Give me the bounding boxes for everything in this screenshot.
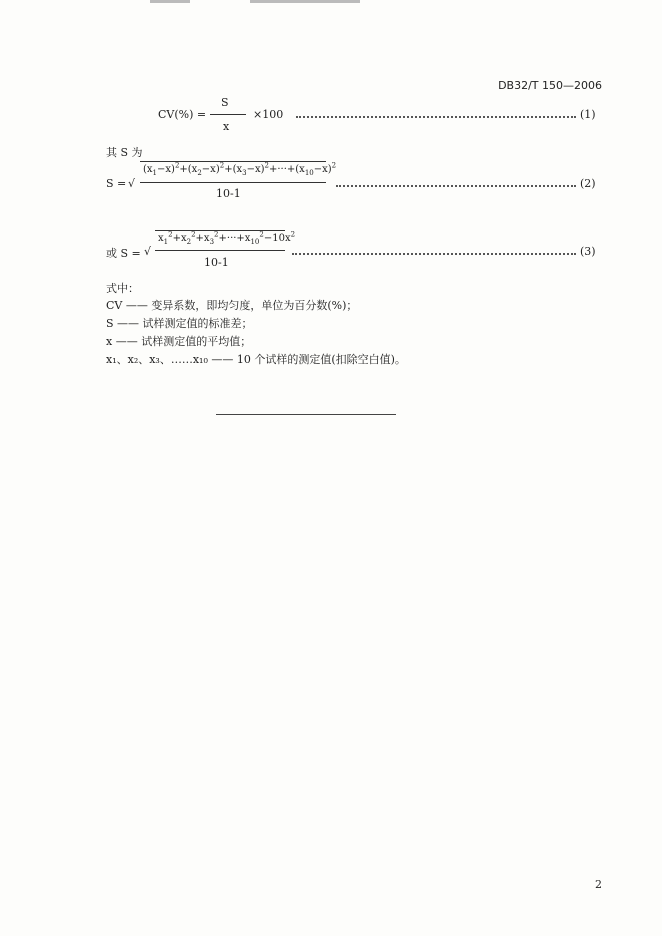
eq2-numerator: $(x_1-x)^2+(x_2-x)^2+(x_3-x)^2+\cdot\cdot\cdot+(x_{10}-x)^2$ — [143, 161, 337, 177]
eq3-sqrt-sign: √ — [144, 245, 152, 258]
eq2-fraction-bar — [140, 182, 326, 183]
eq2-lhs: S = — [106, 177, 127, 190]
eq1-numerator: S — [221, 96, 229, 109]
eq1-multiplier: ×100 — [253, 108, 284, 121]
eq3-numerator: $x_1^2+x_2^2+x_3^2+\cdot\cdot\cdot+x_{10}^2-10x^2$ — [158, 230, 296, 246]
legend-intro: 式中： — [106, 282, 139, 295]
legend-line-x-values: x₁、x₂、x₃、……x₁₀ —— 10 个试样的测定值(扣除空白值)。 — [106, 353, 406, 366]
eq3-denominator: 10-1 — [204, 256, 229, 269]
eq1-number: (1) — [580, 108, 596, 121]
scan-artifact — [150, 0, 190, 3]
eq3-lhs: 或 S = — [106, 247, 141, 260]
eq1-leader-dots — [296, 116, 576, 118]
eq3-number: (3) — [580, 245, 596, 258]
legend-line-s: S —— 试样测定值的标准差； — [106, 317, 253, 330]
eq3-sqrt-bar — [155, 230, 285, 231]
eq2-leader-dots — [336, 185, 576, 187]
scan-artifact — [250, 0, 360, 3]
s-intro-text: 其 S 为 — [106, 146, 143, 159]
eq1-fraction-bar — [210, 114, 246, 115]
document-code: DB32/T 150—2006 — [498, 79, 602, 92]
eq3-leader-dots — [292, 253, 576, 255]
legend-line-cv: CV —— 变异系数，即均匀度，单位为百分数(%)； — [106, 299, 358, 312]
end-of-text-rule — [216, 414, 396, 415]
eq2-sqrt-sign: √ — [128, 177, 136, 190]
eq2-sqrt-bar — [140, 161, 326, 162]
eq1-lhs: CV(%) = — [158, 108, 207, 121]
legend-line-x: x —— 试样测定值的平均值； — [106, 335, 252, 348]
eq2-number: (2) — [580, 177, 596, 190]
eq2-denominator: 10-1 — [216, 187, 241, 200]
page-number: 2 — [595, 878, 602, 891]
eq3-fraction-bar — [155, 250, 285, 251]
eq1-denominator: x — [223, 120, 230, 133]
